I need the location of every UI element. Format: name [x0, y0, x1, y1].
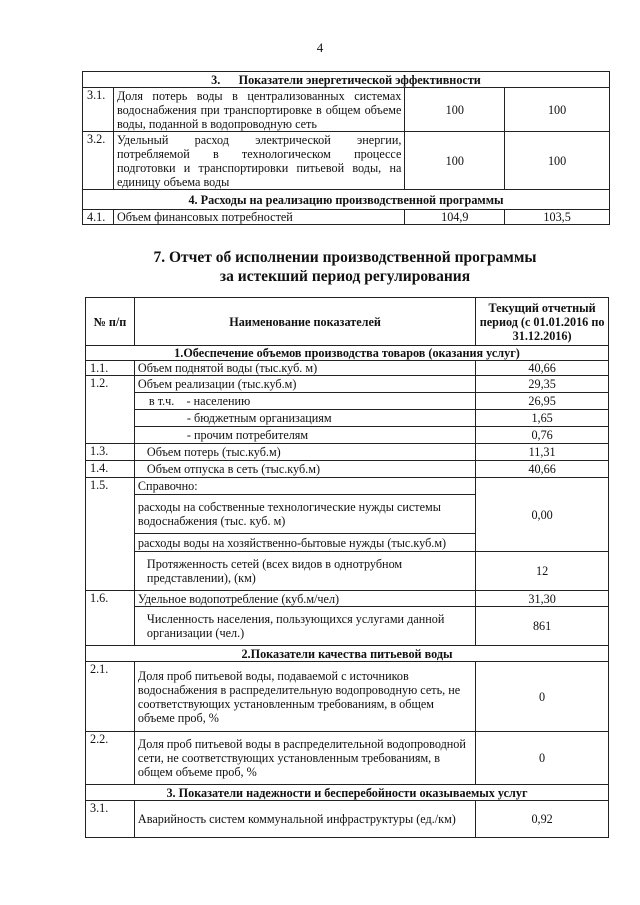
table-header-row	[86, 298, 609, 346]
report-title-line-1: 7. Отчет об исполнении производственной программы	[153, 249, 537, 266]
indicator-value: 0,76	[476, 427, 609, 444]
indicator-value: 31,30	[476, 591, 609, 607]
table-row	[83, 72, 610, 88]
report-title	[0, 248, 640, 286]
indicator-name: Доля проб питьевой воды в распределительной водопроводной сети, не соответствующих установленным требованиям, в общем объеме проб, %	[134, 732, 475, 785]
table-row	[86, 607, 609, 646]
indicator-value: 100	[505, 88, 610, 132]
indicator-name: Протяженность сетей (всех видов в однотрубном представлении), (км)	[134, 552, 475, 591]
indicator-name: Объем отпуска в сеть (тыс.куб.м)	[134, 461, 475, 478]
table-row	[86, 393, 609, 410]
indicator-name: в т.ч. - населению	[134, 393, 475, 410]
indicator-value: 0,00	[476, 478, 609, 552]
row-number: 3.1.	[83, 88, 114, 132]
row-number: 2.2.	[86, 732, 135, 785]
report-title-line-2: за истекший период регулирования	[219, 268, 471, 285]
indicator-value: 0	[476, 732, 609, 785]
table-row	[83, 132, 610, 190]
table-row	[86, 785, 609, 801]
table-row	[86, 427, 609, 444]
indicator-name: Удельный расход электрической энергии, потребляемой в технологическом процессе подготовки и транспортировки питьевой воды, на единицу объема воды	[113, 132, 404, 190]
header-name: Наименование показателей	[134, 298, 475, 346]
row-number: 1.6.	[86, 591, 135, 646]
indicator-value: 100	[505, 132, 610, 190]
indicator-value: 26,95	[476, 393, 609, 410]
indicator-value: 1,65	[476, 410, 609, 427]
table-row	[86, 376, 609, 393]
indicator-value: 100	[405, 132, 505, 190]
row-number: 3.1.	[86, 801, 135, 838]
section-2-heading: 2.Показатели качества питьевой воды	[86, 646, 609, 662]
table-row	[86, 646, 609, 662]
row-number: 4.1.	[83, 210, 114, 225]
table-row	[86, 591, 609, 607]
table-row	[86, 444, 609, 461]
section-4-heading: 4. Расходы на реализацию производственной программы	[83, 190, 610, 210]
indicator-value: 40,66	[476, 461, 609, 478]
indicator-name: Аварийность систем коммунальной инфраструктуры (ед./км)	[134, 801, 475, 838]
row-number: 1.4.	[86, 461, 135, 478]
indicator-value: 0	[476, 662, 609, 732]
row-number: 1.5.	[86, 478, 135, 591]
report-table	[85, 297, 609, 838]
table-row	[86, 552, 609, 591]
section-3-heading: 3. Показатели надежности и бесперебойности оказываемых услуг	[86, 785, 609, 801]
table-row	[86, 801, 609, 838]
indicator-name: Удельное водопотребление (куб.м/чел)	[134, 591, 475, 607]
table-row	[86, 410, 609, 427]
indicator-name: Объем реализации (тыс.куб.м)	[134, 376, 475, 393]
table-row	[86, 662, 609, 732]
indicator-value: 104,9	[405, 210, 505, 225]
indicator-name: Объем потерь (тыс.куб.м)	[134, 444, 475, 461]
indicator-name: Доля потерь воды в централизованных системах водоснабжения при транспортировке в общем объеме воды, поданной в водопроводную сеть	[113, 88, 404, 132]
row-number: 2.1.	[86, 662, 135, 732]
page-number: 4	[316, 40, 324, 55]
row-number: 1.1.	[86, 361, 135, 376]
table-row	[86, 361, 609, 376]
table-row	[86, 732, 609, 785]
header-num: № п/п	[86, 298, 135, 346]
table-row	[86, 346, 609, 361]
indicator-name: Численность населения, пользующихся услугами данной организации (чел.)	[134, 607, 475, 646]
indicator-value: 29,35	[476, 376, 609, 393]
table-row	[83, 190, 610, 210]
indicator-name: расходы воды на хозяйственно-бытовые нужды (тыс.куб.м)	[134, 534, 475, 552]
table-row	[83, 88, 610, 132]
indicator-value: 100	[405, 88, 505, 132]
indicator-name: - прочим потребителям	[134, 427, 475, 444]
section-3-heading: 3. Показатели энергетической эффективности	[83, 72, 610, 88]
indicator-name: Объем поднятой воды (тыс.куб. м)	[134, 361, 475, 376]
indicator-value: 0,92	[476, 801, 609, 838]
indicator-name: расходы на собственные технологические нужды системы водоснабжения (тыс. куб. м)	[134, 495, 475, 534]
table-row	[86, 461, 609, 478]
header-period: Текущий отчетный период (с 01.01.2016 по 31.12.2016)	[476, 298, 609, 346]
indicator-value: 12	[476, 552, 609, 591]
section-1-heading: 1.Обеспечение объемов производства товаров (оказания услуг)	[86, 346, 609, 361]
indicator-value: 103,5	[505, 210, 610, 225]
row-number: 1.2.	[86, 376, 135, 444]
table-row	[83, 210, 610, 225]
table-row	[86, 478, 609, 495]
indicator-name: Объем финансовых потребностей	[113, 210, 404, 225]
row-number: 1.3.	[86, 444, 135, 461]
indicator-value: 40,66	[476, 361, 609, 376]
indicator-name: - бюджетным организациям	[134, 410, 475, 427]
indicator-value: 11,31	[476, 444, 609, 461]
indicator-name: Справочно:	[134, 478, 475, 495]
row-number: 3.2.	[83, 132, 114, 190]
energy-efficiency-table	[82, 71, 610, 225]
indicator-value: 861	[476, 607, 609, 646]
indicator-name: Доля проб питьевой воды, подаваемой с источников водоснабжения в распределительную водопроводную сеть, не соответствующих установленным требованиям, в общем объеме проб, %	[134, 662, 475, 732]
